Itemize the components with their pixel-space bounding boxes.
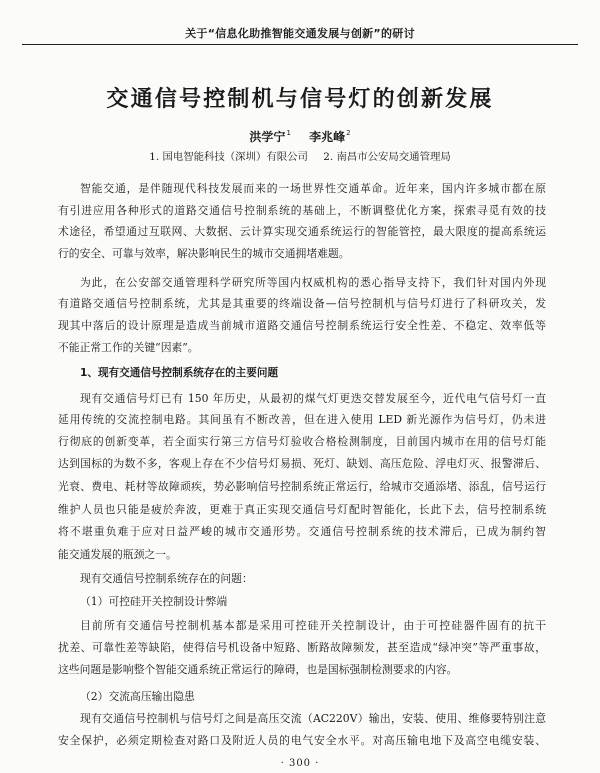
paragraph-line: 行的安全、可靠与效率，解决影响民生的城市交通拥堵难题。	[58, 247, 350, 260]
section-heading: 1、现有交通信号控制系统存在的主要问题	[80, 367, 279, 379]
header-divider	[22, 44, 578, 45]
author	[249, 130, 290, 144]
paragraph-line: 维护人员也只能是疲於奔波，更难于真正实现交通信号灯配时智能化，长此下去，信号控制系统	[58, 503, 546, 516]
author-name: 洪学宁	[249, 130, 286, 144]
affiliation-list	[0, 149, 600, 165]
subsection-heading: （1）可控硅开关控制设计弊端	[80, 595, 228, 608]
page-number: · 300 ·	[280, 758, 320, 769]
author-affiliation-mark: 2	[346, 129, 351, 137]
affiliation: 2. 南昌市公安局交通管理局	[323, 151, 451, 163]
paragraph-line: 光衰、费电、耗材等故障顽疾，势必影响信号控制系统正常运行，给城市交通添堵、添乱，信号运行	[58, 480, 546, 493]
paragraph-line: 目前所有交通信号控制机基本都是采用可控硅开关控制设计，由于可控硅器件固有的抗干	[80, 619, 546, 632]
paragraph-line: 将不堪重负难于应对日益严峻的城市交通形势。交通信号控制系统的技术滞后，已成为制约智	[58, 525, 546, 538]
paragraph-line: 延用传统的交流控制电路。其间虽有不断改善，但在进入使用 LED 新光源作为信号灯，仍未进	[58, 413, 546, 426]
affiliation: 1. 国电智能科技（深圳）有限公司	[149, 151, 308, 163]
running-header: 关于“信息化助推智能交通发展与创新”的研讨	[185, 27, 415, 40]
paragraph-line: 这些问题是影响整个智能交通系统正常运行的障碍，也是国标强制检测要求的内容。	[58, 663, 458, 676]
author-name: 李兆峰	[309, 130, 346, 144]
paragraph-line: 现有交通信号灯已有 150 年历史，从最初的煤气灯更迭交替发展至今，近代电气信号灯一直	[80, 392, 546, 405]
subsection-heading: （2）交流高压输出隐患	[80, 690, 195, 703]
author	[309, 130, 350, 144]
author-affiliation-mark: 1	[286, 129, 291, 137]
paragraph-line: 不能正常工作的关键“因素”。	[58, 341, 199, 354]
paragraph-line: 有道路交通信号控制系统，尤其是其重要的终端设备—信号控制机与信号灯进行了科研攻关，发	[58, 297, 546, 310]
paragraph-line: 现其中落后的设计原理是造成当前城市道路交通信号控制系统运行安全性差、不稳定、效率低等	[58, 319, 546, 332]
paragraph-line: 智能交通，是伴随现代科技发展而来的一场世界性交通革命。近年来，国内许多城市都在原	[80, 182, 546, 195]
paragraph-line: 为此，在公安部交通管理科学研究所等国内权威机构的悉心指导支持下，我们针对国内外现	[80, 276, 546, 289]
paragraph-line: 扰差、可靠性差等缺陷，使得信号机设备中短路、断路故障频发，甚至造成“绿冲突”等严重事故，	[58, 641, 546, 654]
paragraph-line: 现有交通信号控制机与信号灯之间是高压交流（AC220V）输出，安装、使用、维修要特别注意	[80, 712, 546, 725]
paragraph-line: 术途径，希望通过互联网、大数据、云计算实现交通系统运行的智能管控，最大限度的提高系统运	[58, 225, 546, 238]
author-list	[0, 124, 600, 146]
paragraph-line: 达到国标的为数不多，客观上存在不少信号灯易损、死灯、缺划、高压危险、浮电灯灭、报警滞后、	[58, 457, 546, 470]
paper-title: 交通信号控制机与信号灯的创新发展	[106, 87, 494, 112]
paragraph-line: 有引进应用各种形式的道路交通信号控制系统的基础上，不断调整优化方案，探索寻觅有效的技	[58, 204, 546, 217]
paragraph-line: 现有交通信号控制系统存在的问题：	[80, 572, 253, 585]
paragraph-line: 安全保护，必须定期检查对路口及附近人员的电气安全水平。对高压输电地下及高空电缆安装、	[58, 734, 546, 747]
paragraph-line: 能交通发展的瓶颈之一。	[58, 548, 177, 561]
paragraph-line: 行彻底的创新变革，若全面实行第三方信号灯验收合格检测制度，目前国内城市在用的信号灯能	[58, 435, 546, 448]
